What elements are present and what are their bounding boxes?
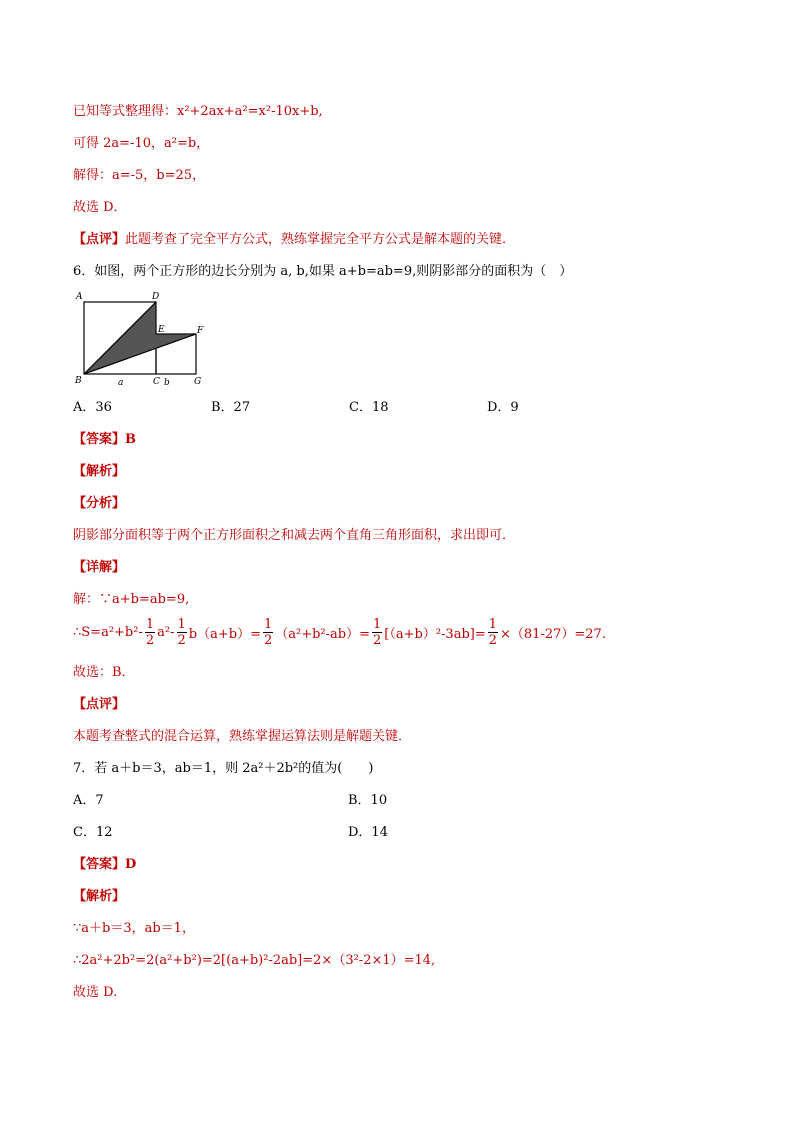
label-C: C — [153, 377, 160, 387]
fraction-3: $\frac{1}{2}$ — [263, 617, 273, 648]
q6-fenxi-text: 阴影部分面积等于两个正方形面积之和减去两个直角三角形面积，求出即可． — [73, 528, 516, 543]
q6-analysis-label: 【解析】 — [73, 464, 126, 479]
q7-option-b: B．10 — [348, 793, 388, 808]
q6-comment-label: 【点评】 — [73, 697, 126, 712]
eq-part3: b（a+b）= — [188, 627, 261, 642]
q7-option-a: A．7 — [73, 793, 104, 808]
q7-option-d: D．14 — [348, 825, 388, 840]
q7-choose: 故选 D. — [73, 985, 118, 1000]
label-A: A — [76, 292, 83, 302]
q6-fenxi-label: 【分析】 — [73, 496, 126, 511]
q7-stem: 7．若 a＋b＝3，ab＝1，则 2a²＋2b²的值为( ) — [73, 761, 374, 776]
q7-line1: ∵a＋b＝3，ab＝1， — [73, 921, 195, 936]
solution5-line4: 故选 D． — [73, 200, 127, 215]
label-B: B — [75, 376, 82, 386]
label-G: G — [194, 377, 202, 387]
label-F: F — [197, 326, 204, 336]
comment-tag: 【点评】 — [73, 232, 126, 247]
q6-comment-text: 本题考查整式的混合运算，熟练掌握运算法则是解题关键． — [73, 729, 412, 744]
label-b: b — [164, 378, 170, 388]
q6-equation — [73, 618, 606, 647]
fraction-5: $\frac{1}{2}$ — [488, 617, 498, 648]
eq-part1: ∴S=a²+b²- — [73, 625, 143, 640]
q6-figure — [72, 290, 212, 390]
fraction-2: $\frac{1}{2}$ — [177, 617, 186, 648]
label-a: a — [118, 378, 124, 388]
eq-part6: ×（81-27）=27. — [500, 627, 606, 642]
q7-option-c: C．12 — [73, 825, 113, 840]
label-D: D — [152, 292, 160, 302]
q6-option-a: A．36 — [73, 400, 112, 415]
solution5-line1: 已知等式整理得：x²+2ax+a²=x²-10x+b, — [73, 104, 323, 119]
solution5-line3: 解得：a=-5，b=25， — [73, 168, 206, 183]
eq-part2: a²- — [157, 625, 175, 640]
q7-line2: ∴2a²+2b²=2(a²+b²)=2[(a+b)²-2ab]=2×（3²-2×1）=14, — [73, 953, 436, 968]
comment-text: 此题考查了完全平方公式，熟练掌握完全平方公式是解本题的关键． — [125, 232, 516, 247]
fraction-1: $\frac{1}{2}$ — [145, 617, 155, 648]
q6-option-d: D．9 — [487, 400, 519, 415]
fraction-4: $\frac{1}{2}$ — [373, 617, 382, 648]
label-E: E — [158, 325, 165, 335]
q7-answer: 【答案】D — [73, 857, 137, 872]
q6-answer: 【答案】B — [73, 432, 136, 447]
eq-part5: [（a+b）²-3ab]= — [384, 627, 486, 642]
q6-detail-line1: 解：∵a+b=ab=9, — [73, 592, 190, 607]
q7-analysis-label: 【解析】 — [73, 889, 126, 904]
q6-detail-label: 【详解】 — [73, 560, 126, 575]
solution5-comment — [73, 231, 515, 249]
q6-stem: 6．如图，两个正方形的边长分别为 a, b,如果 a+b=ab=9,则阴影部分的面积为（ ） — [73, 264, 573, 279]
q6-choose: 故选：B． — [73, 665, 135, 680]
q6-option-c: C．18 — [349, 400, 389, 415]
solution5-line2: 可得 2a=-10，a²=b， — [73, 136, 210, 151]
eq-part4: （a²+b²-ab）= — [275, 627, 370, 642]
q6-option-b: B．27 — [211, 400, 251, 415]
shaded-region — [84, 302, 196, 374]
